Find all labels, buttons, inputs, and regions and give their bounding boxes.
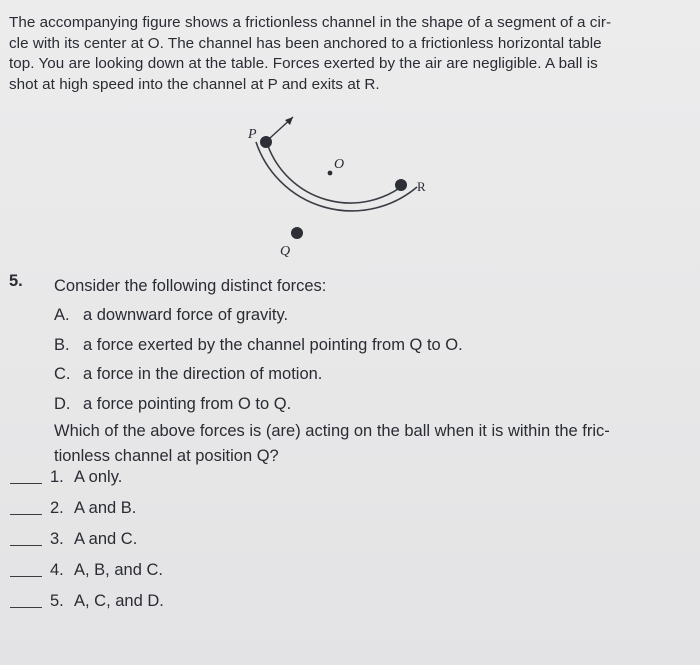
answer-blank[interactable] bbox=[10, 483, 42, 484]
answer-text: A, C, and D. bbox=[74, 592, 164, 610]
channel-figure bbox=[230, 112, 460, 262]
answer-choice-4[interactable] bbox=[10, 557, 410, 588]
answer-choice-5[interactable] bbox=[10, 588, 410, 619]
answer-number: 5. bbox=[50, 592, 64, 610]
answer-choices bbox=[10, 464, 410, 619]
answer-blank[interactable] bbox=[10, 607, 42, 608]
force-option-d bbox=[54, 390, 694, 419]
option-text: a force pointing from O to Q. bbox=[83, 394, 292, 413]
answer-number: 3. bbox=[50, 530, 64, 548]
channel-inner-wall bbox=[268, 146, 405, 203]
label-p: P bbox=[248, 127, 257, 142]
answer-text: A and C. bbox=[74, 530, 138, 548]
option-text: a downward force of gravity. bbox=[83, 306, 289, 325]
answer-blank[interactable] bbox=[10, 545, 42, 546]
answer-blank[interactable] bbox=[10, 576, 42, 577]
answer-choice-1[interactable] bbox=[10, 464, 410, 495]
center-point-o bbox=[328, 171, 333, 176]
answer-choice-3[interactable] bbox=[10, 526, 410, 557]
ball-at-r bbox=[395, 179, 407, 191]
intro-line: cle with its center at O. The channel has been anchored to a frictionless horizontal table bbox=[9, 34, 602, 52]
option-letter: B. bbox=[54, 335, 70, 354]
force-option-c bbox=[54, 360, 694, 389]
question-body bbox=[54, 272, 694, 469]
intro-line: The accompanying figure shows a frictionless channel in the shape of a segment of a cir- bbox=[9, 14, 612, 31]
question-stem-line: tionless channel at position Q? bbox=[54, 447, 279, 466]
question-number: 5. bbox=[9, 272, 23, 290]
option-letter: C. bbox=[54, 365, 71, 384]
answer-blank[interactable] bbox=[10, 514, 42, 515]
intro-line: shot at high speed into the channel at P and exits at R. bbox=[9, 75, 380, 93]
option-letter: A. bbox=[54, 306, 70, 325]
label-o: O bbox=[334, 157, 345, 172]
question-prompt: Consider the following distinct forces: bbox=[54, 277, 327, 295]
ball-at-q bbox=[291, 227, 303, 239]
force-option-a bbox=[54, 301, 694, 330]
question-stem-line: Which of the above forces is (are) acting on the ball when it is within the fric- bbox=[54, 422, 610, 441]
problem-intro bbox=[9, 13, 669, 95]
answer-number: 4. bbox=[50, 561, 64, 579]
channel-outer-wall bbox=[256, 142, 417, 211]
answer-text: A and B. bbox=[74, 499, 137, 517]
intro-line: top. You are looking down at the table. Forces exerted by the air are negligible. A ball is bbox=[9, 55, 598, 72]
label-r: R bbox=[417, 179, 426, 194]
answer-number: 1. bbox=[50, 468, 64, 486]
answer-number: 2. bbox=[50, 499, 64, 517]
option-letter: D. bbox=[54, 394, 71, 413]
force-option-b bbox=[54, 331, 694, 360]
answer-text: A only. bbox=[74, 468, 123, 486]
answer-choice-2[interactable] bbox=[10, 495, 410, 526]
answer-text: A, B, and C. bbox=[74, 561, 163, 579]
option-text: a force in the direction of motion. bbox=[83, 365, 323, 384]
label-q: Q bbox=[280, 244, 291, 259]
option-text: a force exerted by the channel pointing from Q to O. bbox=[83, 335, 463, 354]
